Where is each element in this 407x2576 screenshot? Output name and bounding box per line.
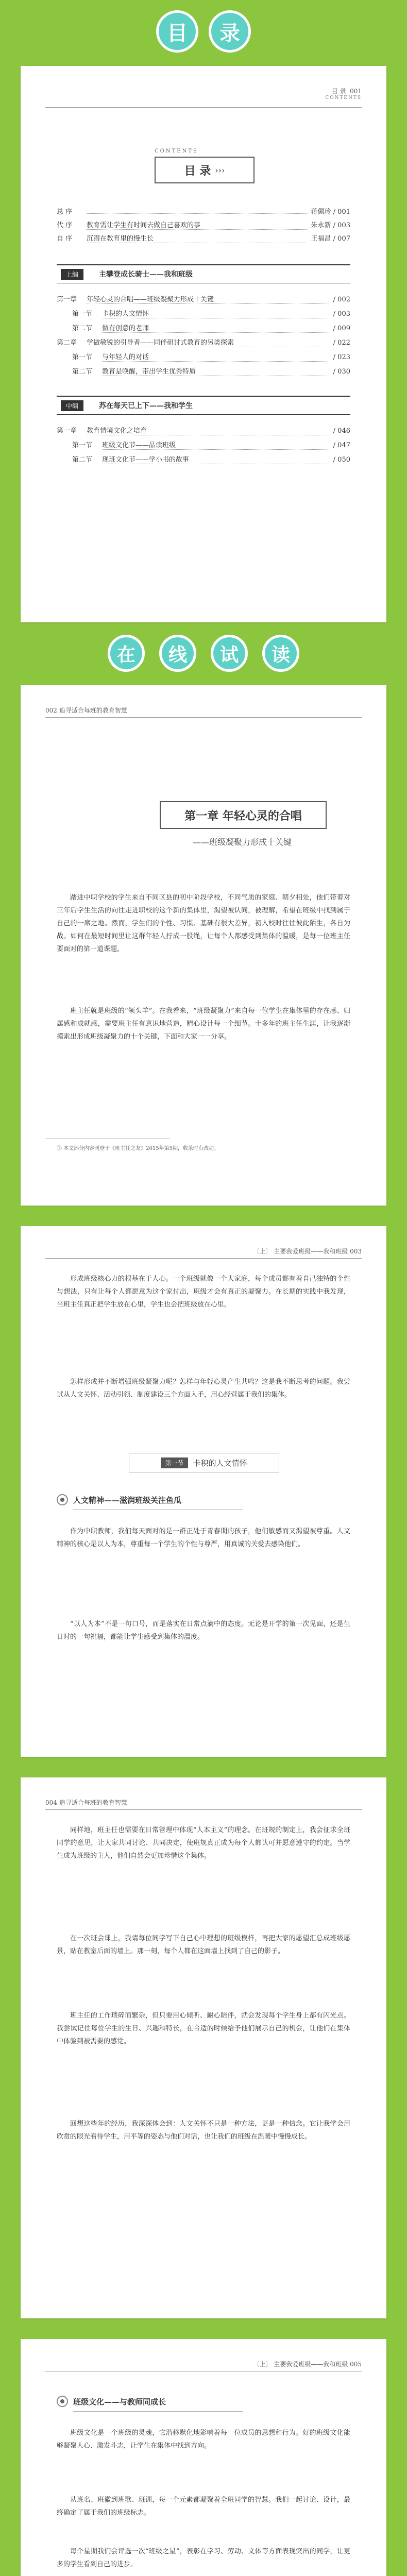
toc-row[interactable]: 第二节 现班文化节——学小书的故事 / 050 bbox=[72, 454, 350, 464]
paragraph: 作为中职教师，我们每天面对的是一群正处于青春期的孩子，他们敏感而又渴望被尊重。人文精神的核心是以人为本，尊重每一个学生的个性与尊严，用真诚的关爱去感染他们。 bbox=[57, 1528, 350, 1548]
toc-row[interactable]: 第二节 做有创意的老师 / 009 bbox=[72, 323, 350, 333]
chapter-page bbox=[21, 685, 386, 1206]
toc-row[interactable]: 第一节 班级文化节——品读班级 / 047 bbox=[72, 439, 350, 450]
paragraph: 每个星期我们会评选一次“班级之星”，表彰在学习、劳动、文体等方面表现突出的同学，让更多的学生看到自己的进步。 bbox=[57, 2548, 350, 2568]
text-page bbox=[21, 2339, 386, 2576]
toc-row[interactable]: 第一章 教育情境文化之培育 / 046 bbox=[57, 425, 350, 435]
banner-char: 在 bbox=[108, 635, 145, 672]
subheading: 班级文化——与教师同成长 bbox=[57, 2396, 166, 2407]
paragraph: 同样地，班主任也需要在日常管理中体现“人本主义”的理念。在班规的制定上，我会征求全班同学的意见，让大家共同讨论、共同决定，使班规真正成为每个人都认可并愿意遵守的约定。当学生成为班级的主人，他们自然会更加珍惜这个集体。 bbox=[57, 1826, 350, 1860]
subheading: 人文精神——滋润班级关注鱼瓜 bbox=[57, 1494, 181, 1505]
toc-page bbox=[21, 66, 386, 622]
toc-row[interactable]: 第一章 年轻心灵的合唱——班级凝聚力形成十关键 / 002 bbox=[57, 294, 350, 304]
page-header: 004 追寻适合每班的教育智慧 bbox=[45, 1799, 127, 1806]
footnote: ① 本文部分内容刊登于《班主任之友》2015年第5期，收录时有改动。 bbox=[57, 1146, 219, 1151]
header-rule bbox=[45, 1258, 362, 1259]
banner-char: 线 bbox=[159, 635, 196, 672]
paragraph: 班级文化是一个班级的灵魂，它潜移默化地影响着每一位成员的思想和行为。好的班级文化能够凝聚人心、激发斗志，让学生在集体中找到方向。 bbox=[57, 2429, 350, 2450]
toc-banner bbox=[0, 10, 407, 53]
paragraph: 形成班级核心力的根基在于人心。一个班级就像一个大家庭，每个成员都有着自己独特的个性与想法，只有让每个人都愿意为这个家付出，班级才会有真正的凝聚力。在长期的实践中我发现，当班主任真正把学生放在心里，学生也会把班级放在心里。 bbox=[57, 1275, 350, 1309]
toc-row[interactable]: 第一节 卡积的人文情怀 / 003 bbox=[72, 308, 350, 318]
toc-row[interactable]: 总 序 蒋佩玲 / 001 bbox=[57, 208, 350, 216]
toc-row[interactable]: 第一节 与年轻人的对话 / 023 bbox=[72, 351, 350, 362]
paragraph: 从班名、班徽到班歌、班训，每一个元素都凝聚着全班同学的智慧。我们一起讨论、设计，最终确定了属于我们的班级标志。 bbox=[57, 2496, 350, 2517]
toc-row[interactable]: 自 序 沉潜在教育里的慢生长 王福昌 / 007 bbox=[57, 233, 350, 243]
paragraph: 怎样形成并不断增强班级凝聚力呢？怎样与年轻心灵产生共鸣？这是我不断思考的问题。我尝试从人文关怀、活动引领、制度建设三个方面入手，用心经营属于我们的集体。 bbox=[57, 1378, 350, 1399]
paragraph: “以人为本”不是一句口号，而是落实在日常点滴中的态度。无论是开学的第一次见面，还是生日时的一句祝福，都能让学生感受到集体的温度。 bbox=[57, 1620, 350, 1641]
section-page bbox=[21, 1226, 386, 1757]
chapter-title: 第一章 年轻心灵的合唱 bbox=[160, 801, 327, 829]
part-heading: 中编 苏在每天已上下——我和学生 bbox=[57, 396, 350, 415]
banner-char: 试 bbox=[211, 635, 248, 672]
header-rule bbox=[45, 107, 362, 108]
page-header: 002 追寻适合每班的教育智慧 bbox=[45, 707, 127, 714]
header-rule bbox=[45, 1809, 362, 1810]
page-header: 目 录 001 CONTENTS bbox=[325, 88, 362, 100]
text-page bbox=[21, 1777, 386, 2318]
banner-char: 目 bbox=[156, 10, 198, 53]
header-rule bbox=[45, 717, 362, 718]
banner-char: 录 bbox=[209, 10, 251, 53]
paragraph: 踏进中职学校的学生来自不同区县的初中阶段学校，不同气质的家庭、朝夕相处，他们带着对三年后学生生活的向往走进职校的这个新的集体里，渴望被认同，被理解，希望在班级中找到属于自己的一席之地。然而，学生们的个性、习惯、基础有很大差异，初入校时往往彼此陌生，各自为战。如何在最短时间里让这群年轻人拧成一股绳，让每个人都感受到集体的温暖，是每一位班主任要面对的第一道课题。 bbox=[57, 894, 350, 953]
circle-bullet-icon bbox=[57, 2396, 68, 2407]
toc-row[interactable]: 第二章 学做敏锐的引导者——同伴研讨式教育的另类探索 / 022 bbox=[57, 337, 350, 347]
toc-title: 目 录 ››› bbox=[155, 157, 255, 183]
part-heading: 上编 主攀登成长骑士——我和班级 bbox=[57, 264, 350, 283]
toc-row[interactable]: 第二节 教育是唤醒，带出学生优秀特质 / 030 bbox=[72, 366, 350, 376]
paragraph: 在一次班会课上，我请每位同学写下自己心中理想的班级模样，再把大家的愿望汇总成班级愿景，贴在教室后面的墙上。那一刻，每个人都在这面墙上找到了自己的影子。 bbox=[57, 1935, 350, 1955]
page-header: 〔上〕 主要我爱班级——我和班级 003 bbox=[253, 1248, 362, 1255]
chapter-subtitle: ——班级凝聚力形成十关键 bbox=[192, 837, 292, 847]
section-heading: 第一节 卡积的人文情怀 bbox=[129, 1453, 279, 1472]
page-header: 〔上〕 主要我爱班级——我和班级 005 bbox=[253, 2361, 362, 2368]
banner-char: 读 bbox=[262, 635, 299, 672]
toc-row[interactable]: 代 序 教育需让学生有时间去做自己喜欢的事 朱永新 / 003 bbox=[57, 219, 350, 230]
circle-bullet-icon bbox=[57, 1494, 68, 1505]
paragraph: 回想这些年的经历，我深深体会到：人文关怀不只是一种方法，更是一种信念。它让我学会用欣赏的眼光看待学生，用平等的姿态与他们对话，也让我们的班级在温暖中慢慢成长。 bbox=[57, 2120, 350, 2141]
toc-label: CONTENTS bbox=[155, 148, 198, 154]
read-banner bbox=[0, 635, 407, 672]
paragraph: 班主任就是班级的“领头羊”。在我看来，“班级凝聚力”来自每一位学生在集体里的存在感、归属感和成就感，需要班主任有意识地营造，精心设计每一个细节。十多年的班主任生涯，让我逐渐摸索出形成班级凝聚力的十个关键，下面和大家一一分享。 bbox=[57, 1007, 350, 1041]
paragraph: 班主任的工作琐碎而繁杂，但只要用心倾听、耐心陪伴，就会发现每个学生身上都有闪光点。我尝试记住每位学生的生日、兴趣和特长，在合适的时候给予他们展示自己的机会，让他们在集体中体验到被需要的感觉。 bbox=[57, 2012, 350, 2045]
